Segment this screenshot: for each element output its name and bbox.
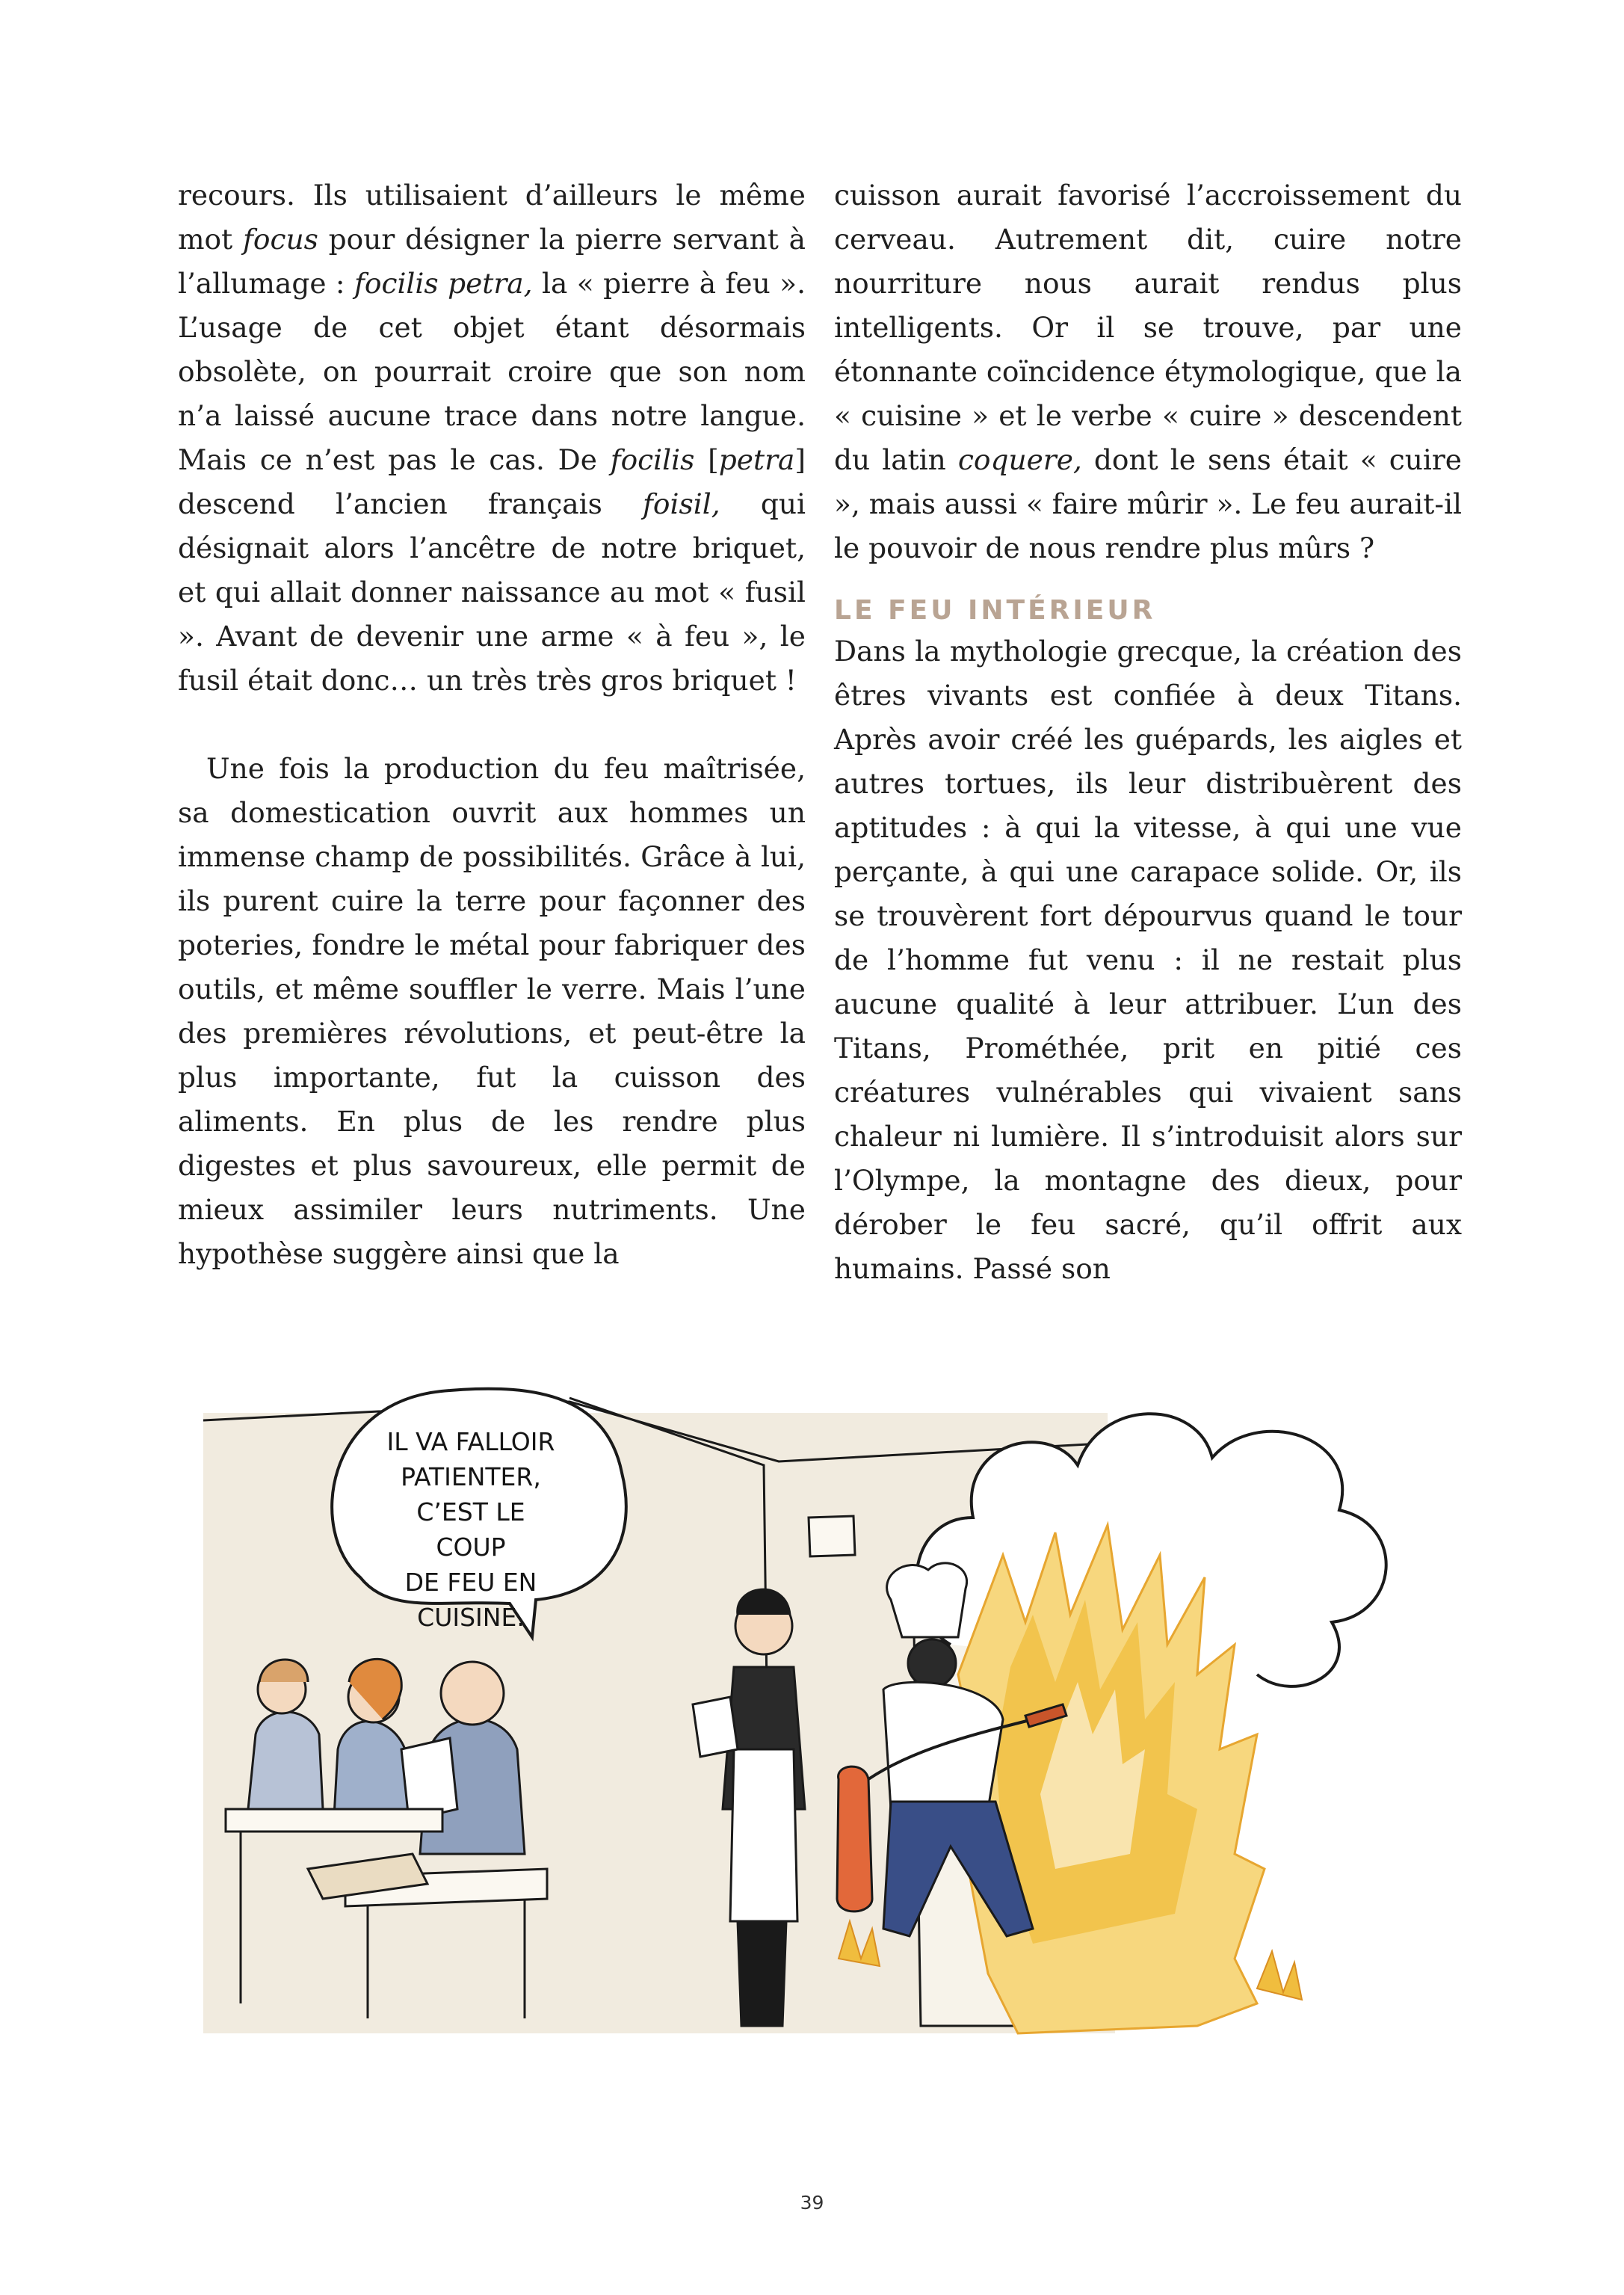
speech-line: C’EST LE COUP: [416, 1497, 525, 1562]
speech-line: IL VA FALLOIR: [386, 1427, 555, 1456]
chef-hat: [887, 1563, 967, 1637]
text-run: recours. Ils utilisaient d’ailleurs le même mot: [178, 179, 806, 256]
right-paragraph-2: Dans la mythologie grecque, la création des êtres vivants est confiée à deux Titans. Après avoir créé les guépards, les aigles et autres tortues, ils leur distribuèrent des aptitudes : à qui la vitesse, à qui une vue perçante, à qui une carapace solide. Or, ils se trouvèrent fort dépourvus quand le tour de l’homme fut venu : il ne restait plus aucune qualité à leur attribuer. L’un des Titans, Prométhée, prit en pitié ces créatures vulnérables qui vivaient sans chaleur ni lumière. Il s’introduisit alors sur l’Olympe, la montagne des dieux, pour dérober le feu sacré, qu’il offrit aux humains. Passé son: [834, 635, 1462, 1285]
page-number: 39: [800, 2192, 824, 2214]
text-run: [: [694, 443, 719, 476]
table-left: [226, 1809, 442, 1832]
picture-frame: [809, 1516, 855, 1556]
diner-left-body: [248, 1712, 323, 1809]
speech-line: PATIENTER,: [401, 1462, 541, 1491]
left-text-column: [178, 173, 806, 1276]
text-run: qui désignait alors l’ancêtre de notre briquet, et qui allait donner naissance au mot « fusil ». Avant de devenir une arme « à feu », le fusil était donc… un très très gros briquet !: [178, 487, 806, 697]
right-text-column: [834, 173, 1462, 1291]
text-run: dont le sens était « cuire », mais aussi « faire mûrir ». Le feu aurait-il le pouvoir de nous rendre plus mûrs ?: [834, 443, 1463, 564]
waiter-legs: [738, 1921, 786, 2026]
italic-term: focus: [243, 223, 318, 256]
italic-term: coquere,: [957, 443, 1082, 476]
fire-extinguisher: [837, 1766, 872, 1912]
left-paragraph-2: Une fois la production du feu maîtrisée, sa domestication ouvrit aux hommes un immense champ de possibilités. Grâce à lui, ils purent cuire la terre pour façonner des poteries, fondre le métal pour fabriquer des outils, et même souffler le verre. Mais l’une des premières révolutions, et peut-être la plus importante, fut la cuisson des aliments. En plus de les rendre plus digestes et plus savoureux, elle permit de mieux assimiler leurs nutriments. Une hypothèse suggère ainsi que la: [178, 752, 806, 1270]
text-run: pour désigner la pierre servant à l’allumage :: [178, 223, 806, 300]
right-paragraph-1: [834, 173, 1462, 570]
speech-line: CUISINE.: [417, 1603, 525, 1632]
italic-term: focilis: [610, 443, 695, 476]
chef-head: [908, 1639, 956, 1687]
waiter-apron: [730, 1749, 797, 1921]
text-run: la « pierre à feu ». L’usage de cet objet étant désormais obsolète, on pourrait croire que son nom n’a laissé aucune trace dans notre langue. Mais ce n’est pas le cas. De: [178, 267, 806, 476]
italic-term: petra: [718, 443, 795, 476]
section-heading: LE FEU INTÉRIEUR: [834, 595, 1156, 626]
diner-man-head: [441, 1662, 504, 1725]
speech-bubble-text: [385, 1424, 557, 1635]
speech-line: DE FEU EN: [404, 1568, 537, 1597]
italic-term: focilis petra,: [353, 267, 533, 300]
italic-term: foisil,: [643, 487, 720, 520]
text-run: cuisson aurait favorisé l’accroissement du cerveau. Autrement dit, cuire notre nourriture nous aurait rendus plus intelligents. Or il se trouve, par une étonnante coïncidence étymologique, que la « cuisine » et le verbe « cuire » descendent du latin: [834, 179, 1462, 476]
order-pad: [693, 1697, 738, 1757]
diner-woman-body: [334, 1722, 409, 1817]
restaurant-fire-illustration: [196, 1331, 1451, 2123]
left-paragraph-1: [178, 173, 806, 703]
text-run: ] descend l’ancien français: [178, 443, 806, 520]
paragraph-spacer: [178, 703, 806, 747]
